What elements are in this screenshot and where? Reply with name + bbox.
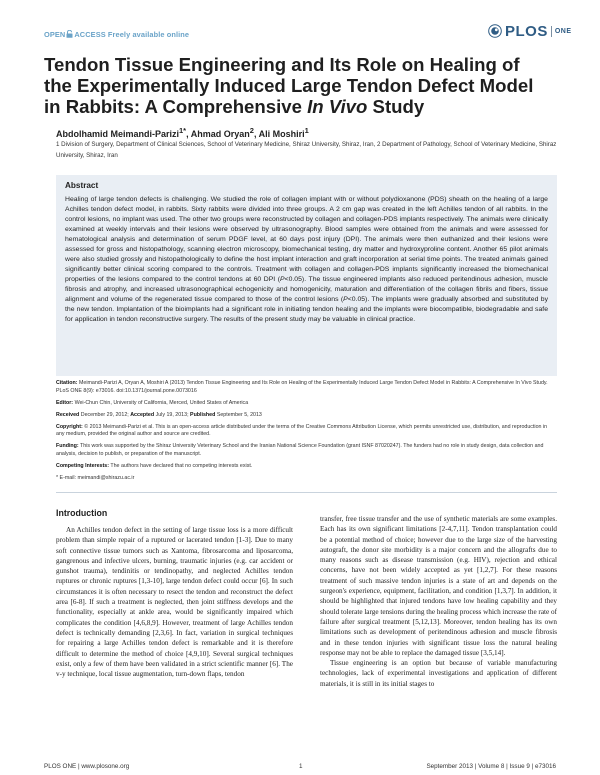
page-number: 1 [299, 763, 303, 770]
copyright: Copyright: © 2013 Meimandi-Parizi et al. This is an open-access article distributed under the terms of the Creative Commons Attribution License, which permits unrestricted use, distribution, and reproduction in any medium, provided the original author and source are credited. [56, 423, 548, 438]
affiliations: 1 Division of Surgery, Department of Clinical Sciences, School of Veterinary Medicine, Shiraz University, Shiraz, Iran, 2 Department of Pathology, School of Veterinary Medicine, Shiraz University, Shiraz, Iran [56, 141, 557, 159]
article-title: Tendon Tissue Engineering and Its Role on Healing of the Experimentally Induced Large Tendon Defect Model in Rabbits: A Comprehensive In Vivo Study [44, 54, 534, 117]
body-paragraph: An Achilles tendon defect in the setting of large tissue loss is a more difficult problem than simple repair of a ruptured or lacerated tendon [1-3]. Due to many soft connective tissue tumors such as Xantoma, fibrosarcoma and liposarcoma, gangrenous and infective ulcers, burning, traumatic injuries (e.g. car accident or gunshot trauma), tendinitis or tendinopathy, and neglected Achilles tendon ruptures or chronic ruptures [1,3-10], large tendon defect could occur [6]. In such circumstances it is often necessary to resect the tendon and reconstruct the defect area [6-8]. If such a treatment is neglected, then joint stiffness develops and the functionality, especially at ankle area, would be significantly impaired which complicates the condition [4,6,8,9]. However, treatment of large Achilles tendon defect is technically demanding [2,3,6]. In fact, variation in surgical techniques for repairing a large Achilles tendon defect is remarkable and it is therefore difficult to determine the method of choice [4,9,10]. Several surgical techniques exist, only a few of them have been validated in a strict scientific manner [6]. The v-y technique, local tissue augmentation, turn-down flaps, tendon [56, 526, 293, 679]
introduction-heading: Introduction [56, 508, 108, 518]
plos-one-logo [488, 23, 572, 39]
logo-text-plos: PLOS [505, 22, 548, 40]
logo-separator [551, 26, 552, 37]
editor: Editor: Wei-Chun Chin, University of California, Merced, United States of America [56, 399, 249, 406]
abstract-text: Healing of large tendon defects is challenging. We studied the role of collagen implant with or without polydioxanone (PDS) sheath on the healing of a large Achilles tendon defect model, in rabbits. Sixty rabbits were divided into three groups. A 2 cm gap was created in the left Achilles tendon of all rabbits. In the control lesions, no implant was used. The other two groups were reconstructed by collagen and collagen-PDS implants respectively. The animals were clinically examined at weekly intervals and their lesions were observed by ultrasonography. Blood samples were obtained from the animals and were assessed for hematological analysis and determination of serum PDGF level, at 60 days post injury (DPI). The animals were then euthanized and their lesions were assessed for gross and histopathology, scanning electron microscopy, biomechanical testing, dry matter and hydroxyproline content. Another 65 pilot animals were also studied grossly and histopathologically to define the host implant interaction and graft incorporation at serial time points. The treated animals gained significantly better clinical scoring compared to the controls. Treatment with collagen and collagen-PDS implants significantly increased the biomechanical properties of the lesions compared to the control tendons at 60 DPI (P<0.05). The tissue engineered implants also reduced peritendinous adhesion, muscle fibrosis and atrophy, and increased ultrasonographical echogenicity and homogenicity, maturation and differentiation of the collagen fibrils and fibers, tissue alignment and volume of the regenerated tissue compared to those of the control lesions (P<0.05). The implants were gradually absorbed and substituted by the new tendon. Implantation of the bioimplants had a significant role in initiating tendon healing and the implants were biocompatible, biodegradable and safe for application in tendon reconstructive surgery. The results of the present study may be valuable in clinical practice. [65, 196, 548, 324]
email[interactable]: * E-mail: meimandi@shirazu.ac.ir [56, 475, 135, 482]
abstract-box [56, 175, 557, 376]
divider [56, 492, 557, 493]
author-list: Abdolhamid Meimandi-Parizi$^{1*}$, Ahmad Oryan$^2$, Ali Moshiri$^1$ [56, 126, 309, 139]
footer-journal: PLOS ONE | www.plosone.org [44, 763, 130, 770]
citation: Citation: Meimandi-Parizi A, Oryan A, Moshiri A (2013) Tendon Tissue Engineering and Its Role on Healing of the Experimentally Induced Large Tendon Defect Model in Rabbits: A Comprehensive In Vivo Study. PLoS ONE 8(9): e73016. doi:10.1371/journal.pone.0073016 [56, 380, 548, 394]
abstract-heading: Abstract [65, 181, 99, 190]
funding: Funding: This work was supported by the Shiraz University Veterinary School and the Iranian National Science Foundation (grant ISNF 87020247). The funders had no role in study design, data collection and analysis, decision to publish, or preparation of the manuscript. [56, 443, 544, 457]
footer-issue: September 2013 | Volume 8 | Issue 9 | e73016 [426, 763, 556, 770]
article-metadata [56, 380, 557, 487]
open-lock-icon [66, 30, 73, 38]
right-column [320, 514, 557, 689]
freely-available-text: Freely available online [107, 30, 190, 39]
body-paragraph: transfer, free tissue transfer and the use of synthetic materials are some examples. Each has its own significant limitations [2-4,7,11]. Tendon transplantation could be a potential method of choice; however due to the large size of the harvesting autograft, the donor site morbidity is a major concern and the allografts due to many reasons such as disease transmission (e.g. HIV), rejection and ethical concerns, have not been widely accepted as yet [1,2,7]. For these reasons treatment of such massive tendon injuries is a state of art and depends on the surgeon's experience, equipment, facilitation, and condition [1,3,7]. In addition, it should be highlighted that injured tendons have low healing capability and they should tolerate large tensions during the healing process which increase the rate of failure after surgical treatment [5,12,13]. Moreover, tendon healing has its own limitations such as development of peritendinous adhesion and muscle fibrosis and in these tendon injuries with significant tissue loss the natural healing response may not be able to replace the damaged tissue [3,5,14]. [320, 515, 557, 657]
author-name: Ahmad Oryan [190, 129, 250, 139]
plos-logo-icon [488, 24, 502, 38]
author-name: Abdolhamid Meimandi-Parizi [56, 129, 180, 139]
dates: Received December 29, 2012; Accepted July 19, 2013; Published September 5, 2013 [56, 411, 262, 418]
body-paragraph: Tissue engineering is an option but because of variable manufacturing technologies, lack of experimental investigations and application of different materials, it is still in its initial stages to [320, 659, 557, 688]
author-name: Ali Moshiri [258, 129, 305, 139]
logo-text-one: ONE [554, 27, 572, 35]
left-column [56, 508, 293, 679]
open-access-label: OPEN ACCESS Freely available online [44, 30, 190, 39]
competing-interests: Competing Interests: The authors have declared that no competing interests exist. [56, 462, 253, 469]
